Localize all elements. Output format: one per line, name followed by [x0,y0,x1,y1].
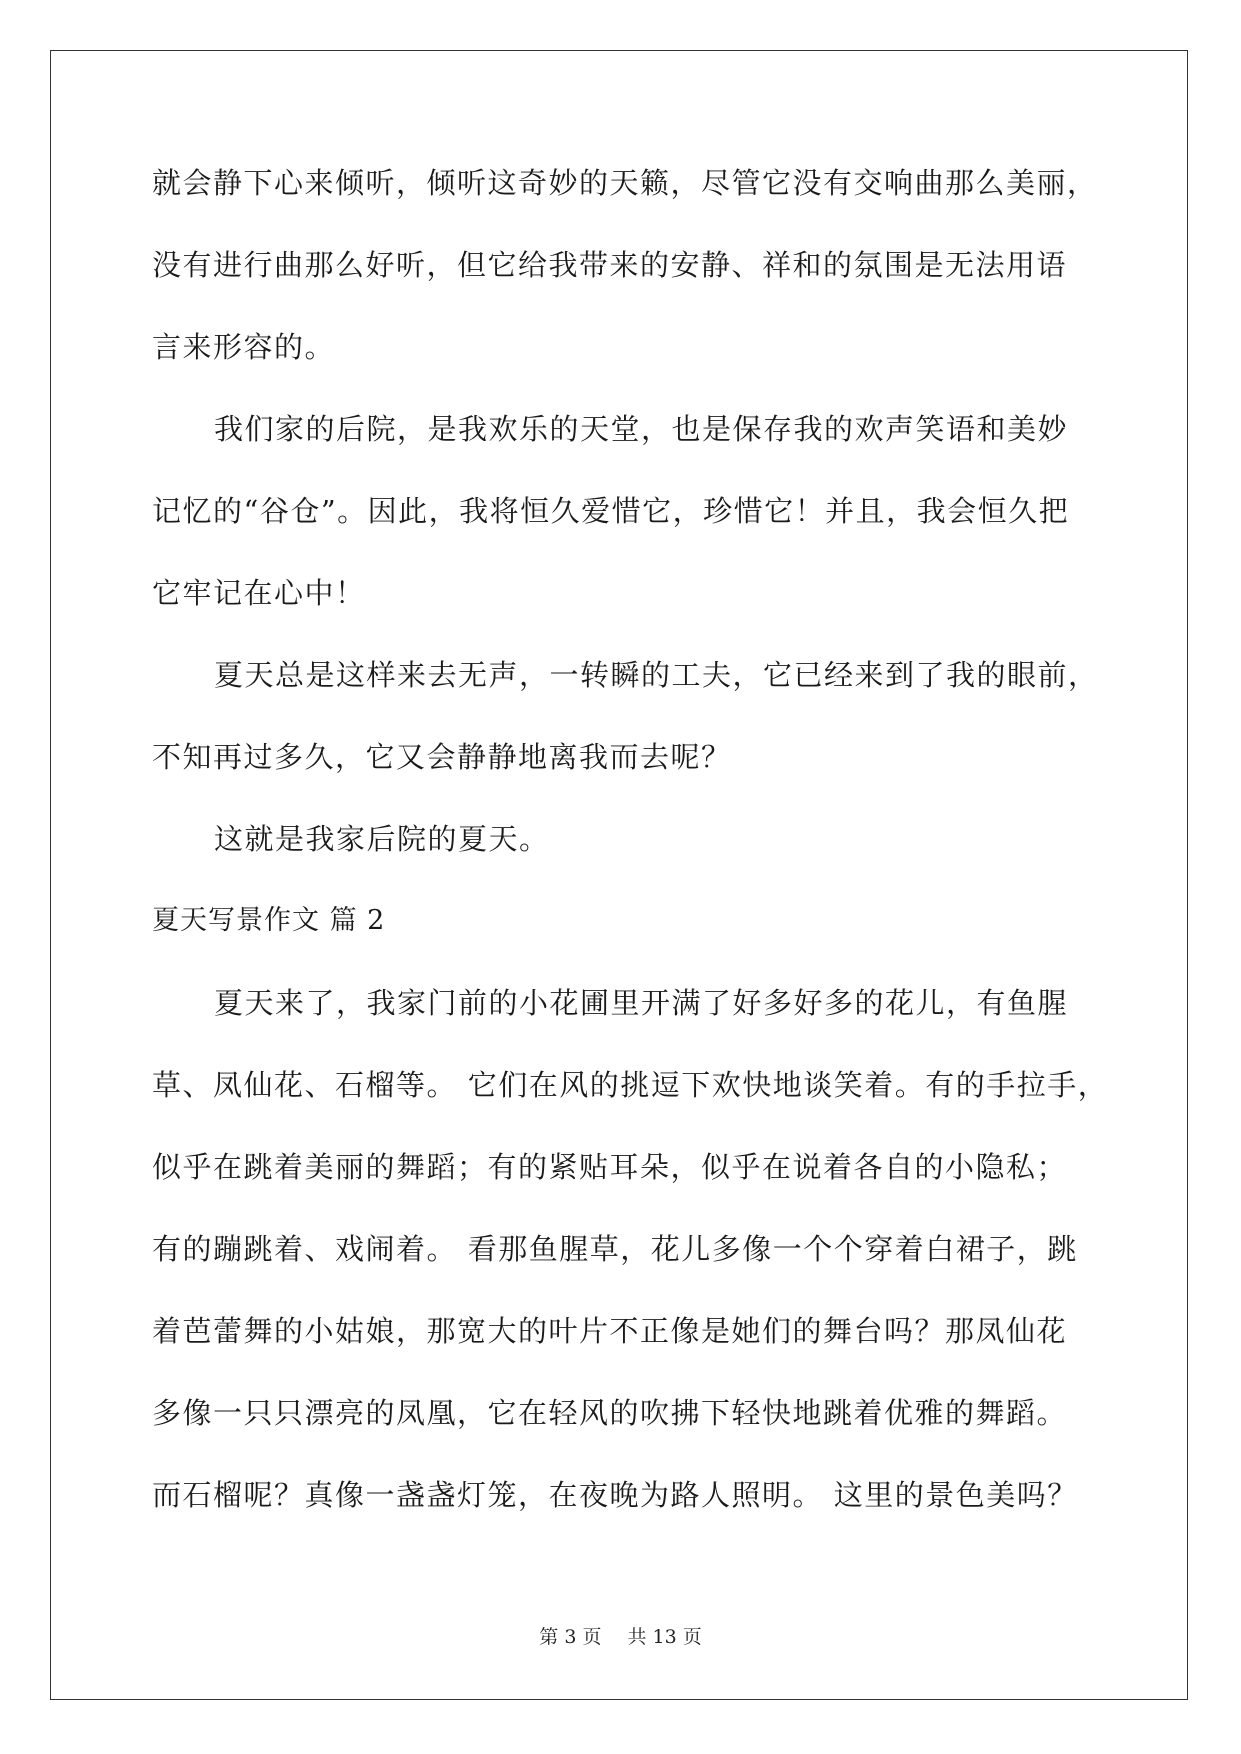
total-pages: 共 13 页 [627,1626,702,1648]
text-line: 它牢记在心中！ [152,576,366,610]
text-line: 记忆的“谷仓”。因此，我将恒久爱惜它，珍惜它！并且，我会恒久把 [152,494,1070,528]
text-line: 似乎在跳着美丽的舞蹈；有的紧贴耳朵，似乎在说着各自的小隐私； [152,1150,1068,1184]
page-footer [0,1622,1241,1649]
text-line: 就会静下心来倾听，倾听这奇妙的天籁，尽管它没有交响曲那么美丽， [152,166,1098,200]
text-line: 没有进行曲那么好听，但它给我带来的安静、祥和的氛围是无法用语 [152,248,1068,282]
text-line: 多像一只只漂亮的凤凰，它在轻风的吹拂下轻快地跳着优雅的舞蹈。 [152,1396,1068,1430]
text-line: 我们家的后院，是我欢乐的天堂，也是保存我的欢声笑语和美妙 [214,412,1069,446]
text-line: 有的蹦跳着、戏闹着。 看那鱼腥草，花儿多像一个个穿着白裙子，跳 [152,1232,1078,1266]
text-line: 这就是我家后院的夏天。 [214,822,550,856]
text-line: 着芭蕾舞的小姑娘，那宽大的叶片不正像是她们的舞台吗？那凤仙花 [152,1314,1068,1348]
text-line: 不知再过多久，它又会静静地离我而去呢？ [152,740,732,774]
text-line: 草、凤仙花、石榴等。 它们在风的挑逗下欢快地谈笑着。有的手拉手， [152,1068,1109,1102]
section-heading: 夏天写景作文 篇 2 [152,905,386,936]
text-line: 夏天来了，我家门前的小花圃里开满了好多好多的花儿，有鱼腥 [214,986,1069,1020]
text-line: 夏天总是这样来去无声，一转瞬的工夫，它已经来到了我的眼前， [214,658,1099,692]
text-line: 而石榴呢？真像一盏盏灯笼，在夜晚为路人照明。 这里的景色美吗？ [152,1478,1078,1512]
text-line: 言来形容的。 [152,330,336,364]
page-number: 第 3 页 [539,1626,602,1648]
document-body [152,142,1109,1536]
